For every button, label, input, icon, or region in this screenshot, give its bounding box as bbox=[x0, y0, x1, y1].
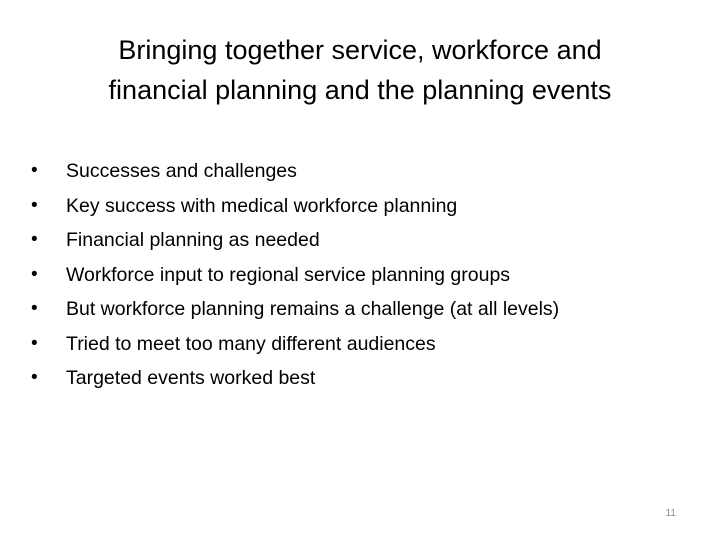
bullet-text: But workforce planning remains a challenge (at all levels) bbox=[66, 298, 560, 320]
bullet-dot: • bbox=[31, 298, 38, 319]
slide-title-line-2: financial planning and the planning events bbox=[108, 75, 612, 105]
bullet-item bbox=[30, 292, 670, 327]
bullet-text: Successes and challenges bbox=[66, 160, 297, 182]
slide-title bbox=[60, 30, 660, 110]
bullet-list bbox=[30, 154, 670, 396]
bullet-dot: • bbox=[31, 194, 38, 216]
bullet-item bbox=[30, 189, 670, 224]
bullet-item bbox=[30, 223, 670, 258]
bullet-text: Workforce input to regional service planning groups bbox=[66, 263, 511, 286]
bullet-item bbox=[30, 154, 670, 189]
bullet-text: Targeted events worked best bbox=[66, 367, 316, 389]
bullet-dot: • bbox=[31, 229, 38, 250]
bullet-dot: • bbox=[31, 263, 38, 285]
bullet-dot: • bbox=[31, 160, 38, 181]
bullet-text: Financial planning as needed bbox=[66, 229, 320, 251]
bullet-item bbox=[30, 258, 670, 293]
bullet-item bbox=[30, 327, 670, 362]
bullet-item bbox=[30, 361, 670, 396]
bullet-dot: • bbox=[31, 367, 38, 388]
page-number: 11 bbox=[665, 508, 676, 519]
bullet-text: Key success with medical workforce planning bbox=[66, 194, 458, 217]
bullet-dot: • bbox=[31, 332, 38, 354]
slide-title-line-1: Bringing together service, workforce and bbox=[118, 35, 602, 65]
bullet-text: Tried to meet too many different audiences bbox=[66, 332, 436, 355]
